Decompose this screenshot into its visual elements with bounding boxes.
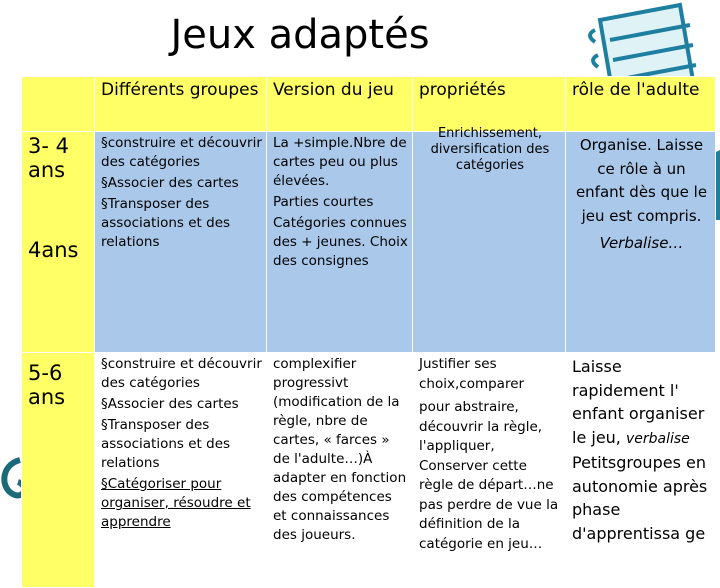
age-label-3-4: 3- 4 ans	[28, 134, 69, 182]
role-text-verbalise: verbalise	[625, 430, 690, 447]
header-version: Version du jeu	[267, 77, 413, 132]
list-item: §construire et découvrir des catégories	[101, 135, 262, 170]
header-role: rôle de l'adulte	[566, 77, 716, 132]
proprietes-cell-5-6	[413, 353, 566, 588]
age-cell-3-4	[22, 132, 95, 353]
header-corner-cell	[22, 77, 95, 132]
role-text-c: Petitsgroupes en autonomie après phase d'apprentissa ge	[572, 453, 708, 543]
list-item: §Transposer des associations et des relations	[101, 196, 231, 250]
age-label-5-6: 5-6 ans	[28, 361, 66, 409]
groupes-cell-3-4	[95, 132, 267, 353]
role-text: Organise. Laisse ce rôle à un enfant dès que le jeu est compris.	[575, 136, 708, 225]
table-row-3-4ans	[22, 132, 716, 353]
proprietes-text-b: pour abstraire, découvrir la règle, l'appliquer, Conserver cette règle de départ…ne pas perdre de vue la définition de la catégorie en jeu…	[419, 399, 559, 552]
age-cell-5-6	[22, 353, 95, 588]
proprietes-cell-3-4	[413, 126, 566, 353]
list-item: La +simple.Nbre de cartes peu ou plus élevées.	[273, 135, 407, 189]
proprietes-text-a: Justifier ses choix,comparer	[419, 356, 525, 392]
list-item: §Associer des cartes	[101, 396, 239, 412]
proprietes-text: Enrichissement, diversification des catégories	[430, 126, 550, 173]
list-item: Parties courtes	[273, 194, 374, 210]
role-cell-3-4	[566, 132, 716, 353]
groupes-cell-5-6	[95, 353, 267, 588]
table-row-5-6ans	[22, 353, 716, 588]
list-item: Catégories connues des + jeunes. Choix des consignes	[273, 215, 408, 269]
list-item: §Catégoriser pour organiser, résoudre et apprendre	[101, 476, 251, 530]
games-table	[21, 76, 716, 588]
list-item: §construire et découvrir des catégories	[101, 356, 262, 391]
version-text: complexifier progressivt (modification de la règle, nbre de cartes, « farces » de l'adulte…)À adapter en fonction des compétences et connaissances des joueurs.	[273, 356, 407, 543]
role-text-verbalise: Verbalise…	[599, 234, 684, 252]
header-row	[22, 77, 716, 132]
page-title: Jeux adaptés	[170, 12, 430, 58]
version-cell-3-4	[267, 132, 413, 353]
header-groupes: Différents groupes	[95, 77, 267, 132]
role-cell-5-6	[566, 353, 716, 588]
version-cell-5-6	[267, 353, 413, 588]
list-item: §Associer des cartes	[101, 175, 239, 191]
header-proprietes: propriétés	[413, 77, 566, 132]
list-item: §Transposer des associations et des relations	[101, 417, 231, 471]
role-text-a: Laisse rapidement l' enfant organiser le jeu,	[572, 357, 705, 447]
age-label-4ans: 4ans	[28, 238, 79, 262]
